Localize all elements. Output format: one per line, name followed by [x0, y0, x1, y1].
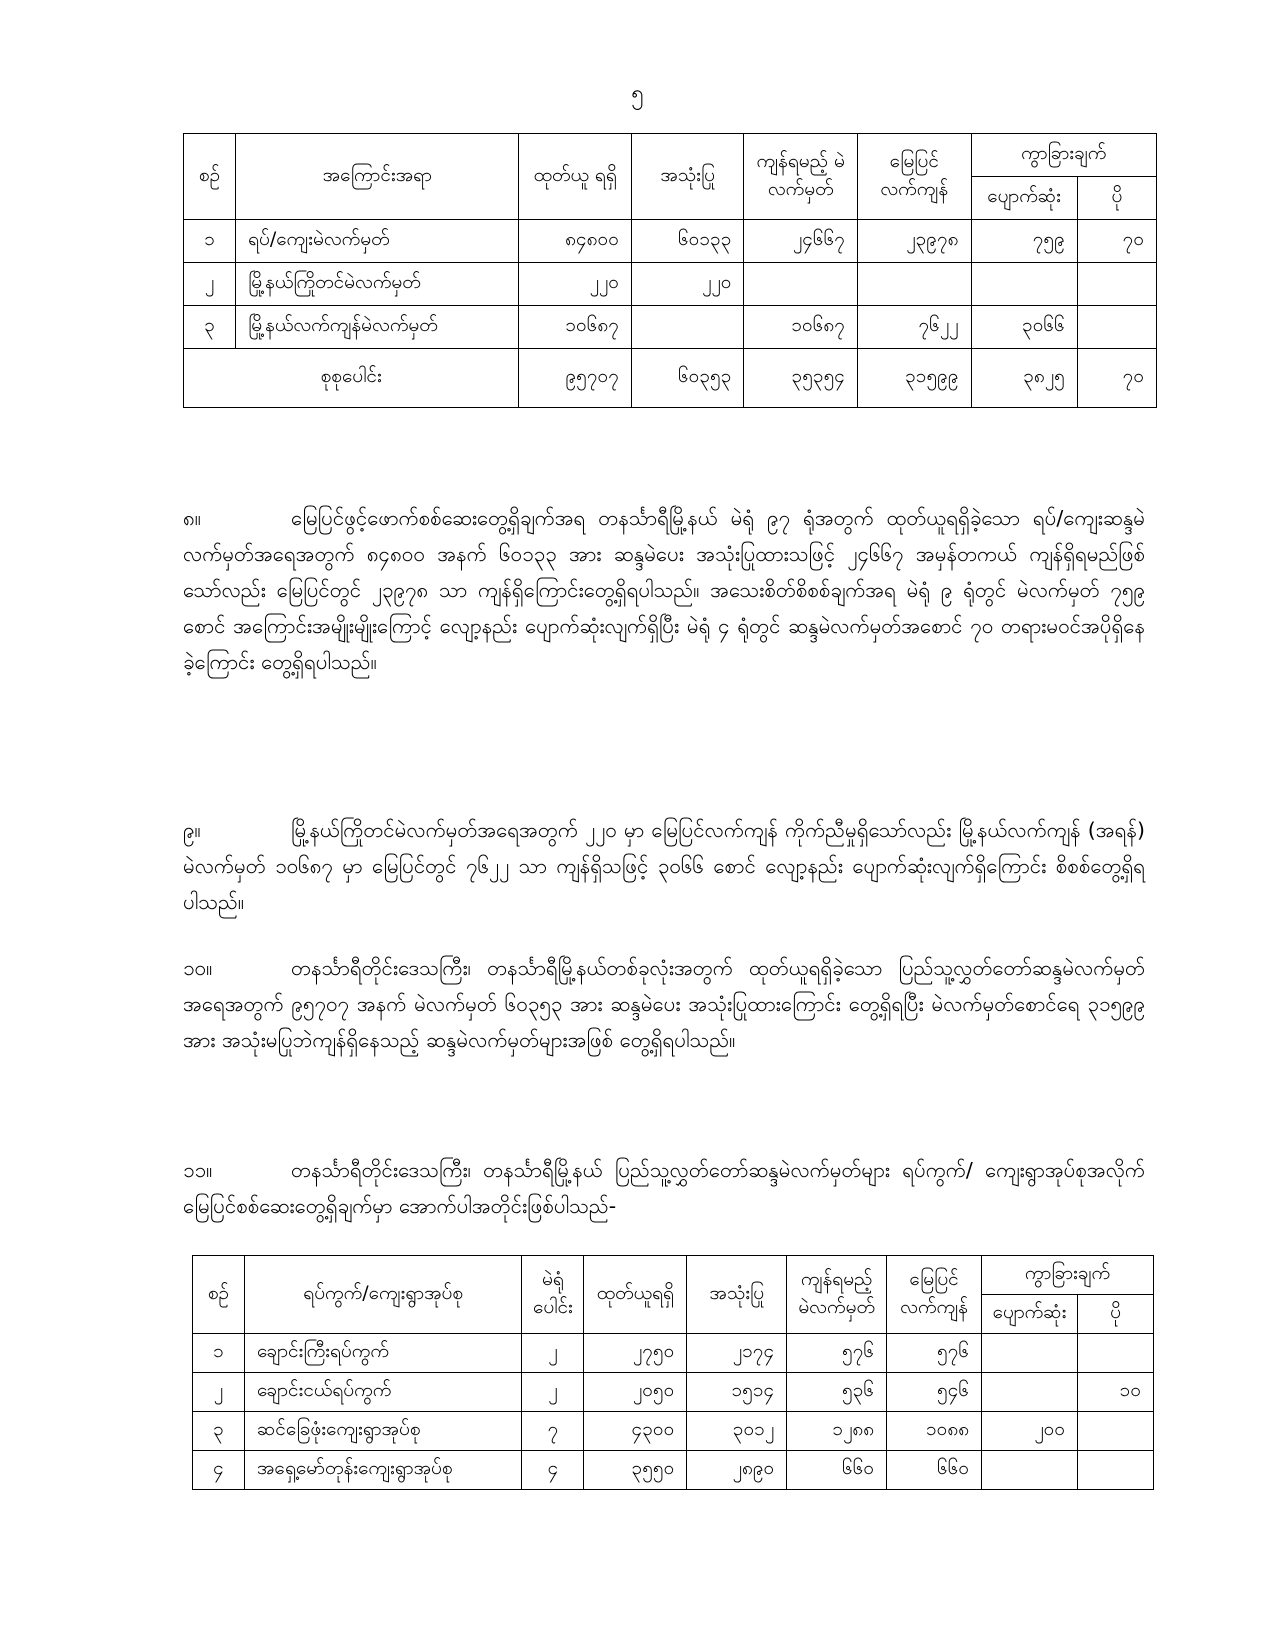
header-excess: ပို [1077, 177, 1156, 220]
cell-field: ၅၇၆ [887, 1334, 982, 1373]
cell-no: ၁ [193, 1334, 245, 1373]
cell-missing: ၃၀၆၆ [971, 306, 1077, 349]
cell-expected [744, 263, 858, 306]
cell-issued: ၂၇၅၀ [584, 1334, 687, 1373]
cell-no: ၄ [193, 1451, 245, 1490]
header-used: အသုံးပြု [687, 1256, 787, 1334]
cell-expected: ၂၄၆၆၇ [744, 220, 858, 263]
cell-no: ၃ [184, 306, 236, 349]
cell-subject: ရပ်/ကျေးမဲလက်မှတ် [236, 220, 519, 263]
paragraph-number: ၁၀။ [183, 956, 213, 980]
cell-excess [1078, 1334, 1154, 1373]
cell-used: ၂၈၉၀ [687, 1451, 787, 1490]
cell-field: ၆၆၀ [887, 1451, 982, 1490]
cell-no: ၂ [184, 263, 236, 306]
header-subject: အကြောင်းအရာ [236, 134, 519, 220]
cell-used: ၂၂၀ [631, 263, 744, 306]
cell-subject: မြို့နယ်လက်ကျန်မဲလက်မှတ် [236, 306, 519, 349]
header-missing: ပျောက်ဆုံး [971, 177, 1077, 220]
cell-no: ၁ [184, 220, 236, 263]
total-row [184, 349, 1157, 408]
cell-field: ၇၆၂၂ [857, 306, 971, 349]
total-issued: ၉၅၇၀၇ [519, 349, 632, 408]
cell-issued: ၄၃၀၀ [584, 1412, 687, 1451]
header-no: စဉ် [193, 1256, 245, 1334]
cell-missing [982, 1451, 1078, 1490]
header-expected-balance: ကျန်ရမည့် မဲလက်မှတ် [744, 134, 858, 220]
cell-issued: ၁၀၆၈၇ [519, 306, 632, 349]
table-row [193, 1334, 1154, 1373]
cell-excess: ၇၀ [1077, 220, 1156, 263]
header-used: အသုံးပြု [631, 134, 744, 220]
cell-subject: မြို့နယ်ကြိုတင်မဲလက်မှတ် [236, 263, 519, 306]
cell-used [631, 306, 744, 349]
cell-field [857, 263, 971, 306]
paragraph-9 [183, 812, 1145, 920]
cell-expected: ၁၀၆၈၇ [744, 306, 858, 349]
cell-issued: ၂၂၀ [519, 263, 632, 306]
cell-expected: ၁၂၈၈ [787, 1412, 887, 1451]
cell-issued: ၈၄၈၀၀ [519, 220, 632, 263]
cell-field: ၂၃၉၇၈ [857, 220, 971, 263]
header-ward: ရပ်ကွက်/ကျေးရွာအုပ်စု [244, 1256, 522, 1334]
cell-no: ၂ [193, 1373, 245, 1412]
header-field-balance: မြေပြင် လက်ကျန် [887, 1256, 982, 1334]
cell-stations: ၄ [522, 1451, 584, 1490]
paragraph-11 [183, 1152, 1145, 1224]
cell-missing [971, 263, 1077, 306]
header-expected-balance: ကျန်ရမည့် မဲလက်မှတ် [787, 1256, 887, 1334]
header-stations: မဲရုံ ပေါင်း [522, 1256, 584, 1334]
total-label: စုစုပေါင်း [184, 349, 519, 408]
cell-ward: ချောင်းငယ်ရပ်ကွက် [244, 1373, 522, 1412]
total-field: ၃၁၅၉၉ [857, 349, 971, 408]
table-row [193, 1451, 1154, 1490]
header-no: စဉ် [184, 134, 236, 220]
cell-field: ၁၀၈၈ [887, 1412, 982, 1451]
cell-ward: ချောင်းကြီးရပ်ကွက် [244, 1334, 522, 1373]
cell-excess [1077, 306, 1156, 349]
header-difference: ကွာခြားချက် [971, 134, 1156, 177]
cell-expected: ၆၆၀ [787, 1451, 887, 1490]
cell-excess [1078, 1451, 1154, 1490]
header-difference: ကွာခြားချက် [982, 1256, 1154, 1295]
paragraph-number: ၁၁။ [183, 1158, 213, 1182]
table-row [184, 220, 1157, 263]
cell-missing [982, 1334, 1078, 1373]
table-row [193, 1412, 1154, 1451]
paragraph-8 [183, 500, 1145, 680]
page-number: ၅ [631, 81, 644, 106]
table-row [184, 263, 1157, 306]
cell-expected: ၅၇၆ [787, 1334, 887, 1373]
paragraph-text: မြေပြင်ဖွင့်ဖောက်စစ်ဆေးတွေ့ရှိချက်အရ တနင်္သာရီမြို့နယ် မဲရုံ ၉၇ ရုံအတွက် ထုတ်ယူရရှိခဲ့သော ရပ်/ကျေးဆန္ဒမဲလက်မှတ်အရေအတွက် ၈၄၈၀၀ အနက် ၆၀၁၃၃ အား ဆန္ဒမဲပေး အသုံးပြုထားသဖြင့် ၂၄၆၆၇ အမှန်တကယ် ကျန်ရှိရမည်ဖြစ်သော်လည်း မြေပြင်တွင် ၂၃၉၇၈ သာ ကျန်ရှိကြောင်းတွေ့ရှိရပါသည်။ အသေးစိတ်စိစစ်ချက်အရ မဲရုံ ၉ ရုံတွင် မဲလက်မှတ် ၇၅၉ စောင် အကြောင်းအမျိုးမျိုးကြောင့် လျော့နည်း ပျောက်ဆုံးလျက်ရှိပြီး မဲရုံ ၄ ရုံတွင် ဆန္ဒမဲလက်မှတ်အစောင် ၇၀ တရားမဝင်အပိုရှိနေခဲ့ကြောင်း တွေ့ရှိရပါသည်။ [183, 506, 1145, 674]
cell-excess [1077, 263, 1156, 306]
total-used: ၆၀၃၅၃ [631, 349, 744, 408]
cell-stations: ၂ [522, 1334, 584, 1373]
header-missing: ပျောက်ဆုံး [982, 1295, 1078, 1334]
cell-used: ၆၀၁၃၃ [631, 220, 744, 263]
table-row [193, 1373, 1154, 1412]
total-excess: ၇၀ [1077, 349, 1156, 408]
header-excess: ပို [1078, 1295, 1154, 1334]
paragraph-text: မြို့နယ်ကြိုတင်မဲလက်မှတ်အရေအတွက် ၂၂၀ မှာ မြေပြင်လက်ကျန် ကိုက်ညီမှုရှိသော်လည်း မြို့နယ်လက်ကျန် (အရန်) မဲလက်မှတ် ၁၀၆၈၇ မှာ မြေပြင်တွင် ၇၆၂၂ သာ ကျန်ရှိသဖြင့် ၃၀၆၆ စောင် လျော့နည်း ပျောက်ဆုံးလျက်ရှိကြောင်း စိစစ်တွေ့ရှိရပါသည်။ [183, 818, 1145, 914]
paragraph-number: ၉။ [183, 818, 201, 842]
cell-no: ၃ [193, 1412, 245, 1451]
ballot-summary-table [183, 133, 1157, 408]
paragraph-10 [183, 950, 1145, 1058]
cell-stations: ၇ [522, 1412, 584, 1451]
cell-used: ၃၀၁၂ [687, 1412, 787, 1451]
cell-ward: ဆင်ခြေဖုံးကျေးရွာအုပ်စု [244, 1412, 522, 1451]
cell-excess [1078, 1412, 1154, 1451]
total-missing: ၃၈၂၅ [971, 349, 1077, 408]
cell-excess: ၁၀ [1078, 1373, 1154, 1412]
header-issued: ထုတ်ယူ ရရှိ [519, 134, 632, 220]
cell-expected: ၅၃၆ [787, 1373, 887, 1412]
cell-used: ၂၁၇၄ [687, 1334, 787, 1373]
cell-ward: အရှေ့မော်တုန်းကျေးရွာအုပ်စု [244, 1451, 522, 1490]
paragraph-text: တနင်္သာရီတိုင်းဒေသကြီး၊ တနင်္သာရီမြို့နယ် ပြည်သူ့လွှတ်တော်ဆန္ဒမဲလက်မှတ်များ ရပ်ကွက်/ ကျေးရွာအုပ်စုအလိုက် မြေပြင်စစ်ဆေးတွေ့ရှိချက်မှာ အောက်ပါအတိုင်းဖြစ်ပါသည်- [183, 1158, 1145, 1218]
cell-stations: ၂ [522, 1373, 584, 1412]
ward-ballot-table [192, 1255, 1154, 1490]
table-row [184, 306, 1157, 349]
header-field-balance: မြေပြင် လက်ကျန် [857, 134, 971, 220]
cell-field: ၅၄၆ [887, 1373, 982, 1412]
header-issued: ထုတ်ယူရရှိ [584, 1256, 687, 1334]
paragraph-text: တနင်္သာရီတိုင်းဒေသကြီး၊ တနင်္သာရီမြို့နယ်တစ်ခုလုံးအတွက် ထုတ်ယူရရှိခဲ့သော ပြည်သူ့လွှတ်တော်ဆန္ဒမဲလက်မှတ်အရေအတွက် ၉၅၇၀၇ အနက် မဲလက်မှတ် ၆၀၃၅၃ အား ဆန္ဒမဲပေး အသုံးပြုထားကြောင်း တွေ့ရှိရပြီး မဲလက်မှတ်စောင်ရေ ၃၁၅၉၉ အား အသုံးမပြုဘဲကျန်ရှိနေသည့် ဆန္ဒမဲလက်မှတ်များအဖြစ် တွေ့ရှိရပါသည်။ [183, 956, 1145, 1052]
total-expected: ၃၅၃၅၄ [744, 349, 858, 408]
paragraph-number: ၈။ [183, 506, 201, 530]
cell-used: ၁၅၁၄ [687, 1373, 787, 1412]
cell-missing [982, 1373, 1078, 1412]
cell-issued: ၃၅၅၀ [584, 1451, 687, 1490]
cell-missing: ၇၅၉ [971, 220, 1077, 263]
cell-missing: ၂၀၀ [982, 1412, 1078, 1451]
cell-issued: ၂၀၅၀ [584, 1373, 687, 1412]
